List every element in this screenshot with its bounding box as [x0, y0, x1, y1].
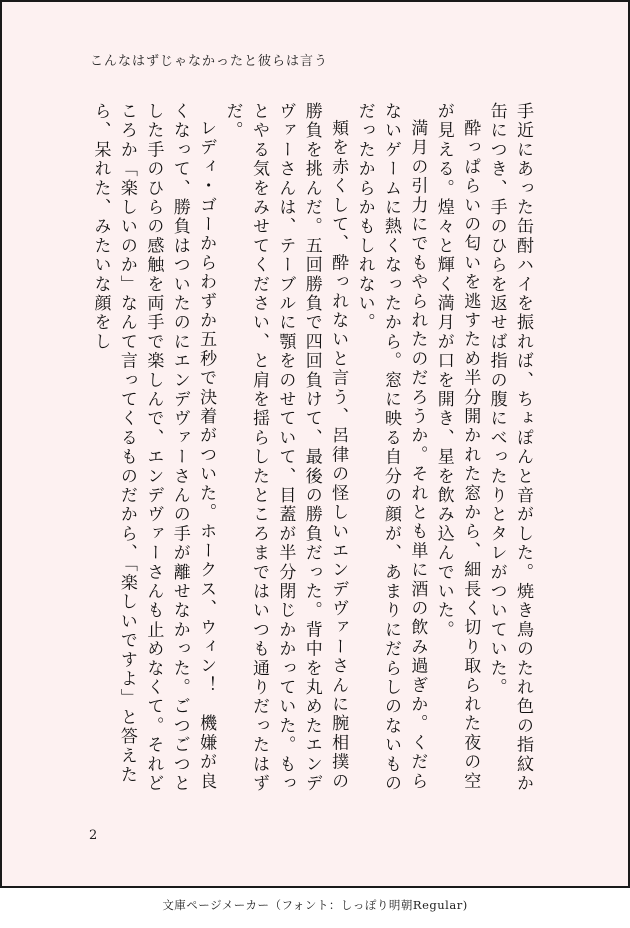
footer-credit: 文庫ページメーカー（フォント：しっぽり明朝Regular) — [162, 898, 468, 912]
paragraph: 満月の引力にでもやられたのだろうか。それとも単に酒の飲み過ぎか。くだらないゲームに熱くなったから。窓に映る自分の顔が、あまりにだらしのないものだったからかもしれない。 — [354, 102, 428, 794]
page-number: 2 — [89, 828, 98, 843]
paragraph: 頬を赤くして、酔っれないと言う、呂律の怪しいエンデヴァーさんに腕相撲の勝負を挑んだ。五回勝負で四回負けて、最後の勝負だった。背中を丸めたエンデヴァーさんは、テーブルに顎をのせていて、目蓋が半分閉じかかっていた。もっとやる気をみせてください、と肩を揺らしたところまではいつも通りだったはずだ。 — [222, 102, 349, 794]
running-head: こんなはずじゃなかったと彼らは言う — [90, 54, 329, 69]
paragraph: 酔っぱらいの匂いを逃すため半分開かれた窓から、細長く切り取られた夜の空が見える。煌々と輝く満月が口を開き、星を飲み込んでいた。 — [433, 102, 481, 791]
vertical-body-text — [87, 102, 536, 802]
paragraph: 手近にあった缶酎ハイを振れば、ちょぽんと音がした。焼き鳥のたれ色の指紋か缶につき、手のひらを返せば指の腹にべったりとタレがついていた。 — [486, 102, 533, 794]
paragraph: レディ・ゴーからわずか五秒で決着がついた。ホークス、ウィン！ 機嫌が良くなって、勝負はついたのにエンデヴァーさんの手が離せなかった。ごつごつとした手のひらの感触を両手で楽しんで、エンデヴァーさんも止めなくて。それどころか「楽しいのか」なんて言ってくるものだから、「楽しいですよ」と答えたら、呆れた、みたいな顔をし — [90, 102, 217, 794]
